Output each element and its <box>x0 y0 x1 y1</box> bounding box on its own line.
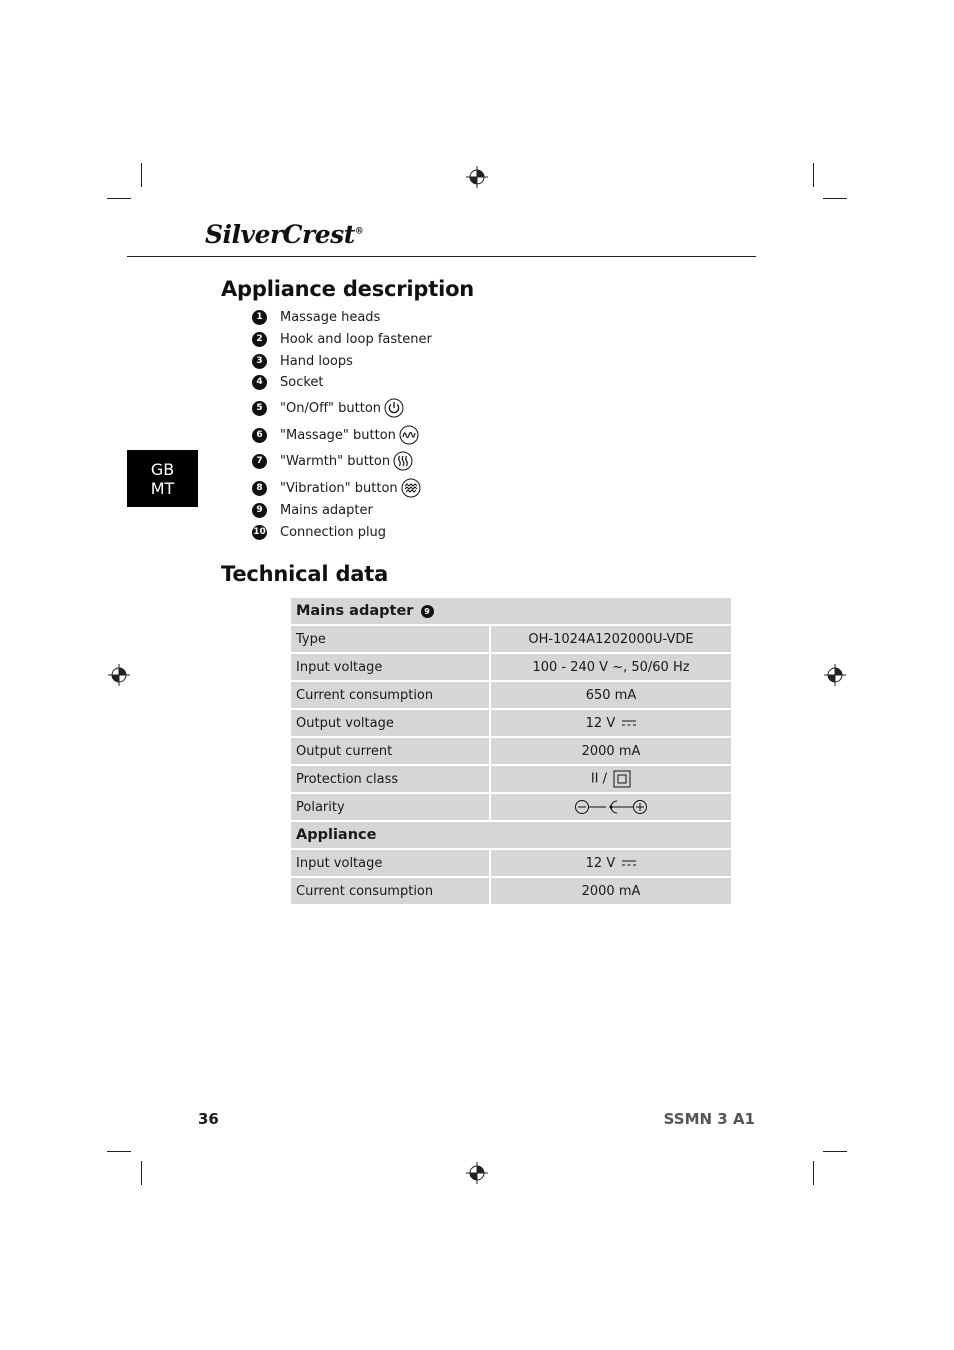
spec-value: 2000 mA <box>491 738 731 766</box>
table-row <box>291 654 731 682</box>
spec-value-cell <box>491 766 731 794</box>
polarity-icon <box>575 798 647 816</box>
crop-mark <box>141 1161 142 1185</box>
list-item <box>252 424 419 446</box>
table-section-header <box>291 822 731 850</box>
spec-label: Input voltage <box>291 654 491 682</box>
crop-mark <box>107 1151 131 1152</box>
item-number: 9 <box>252 503 267 518</box>
language-tab <box>127 450 198 507</box>
item-label: Connection plug <box>280 524 387 540</box>
item-number: 7 <box>252 454 267 469</box>
item-number: 8 <box>252 481 267 496</box>
spec-label: Type <box>291 626 491 654</box>
heat-icon <box>393 451 413 471</box>
brand-name: SilverCrest <box>205 220 355 249</box>
list-item <box>252 499 373 521</box>
mains-adapter-ref-number: 9 <box>421 605 434 618</box>
list-item <box>252 521 386 543</box>
crop-mark <box>823 198 847 199</box>
table-row <box>291 710 731 738</box>
registration-mark-icon <box>466 1162 488 1184</box>
item-label: "Warmth" button <box>280 453 391 469</box>
item-label: Socket <box>280 374 324 390</box>
model-number: SSMN 3 A1 <box>663 1110 755 1128</box>
registration-mark-icon <box>824 664 846 686</box>
table-row <box>291 850 731 878</box>
list-item <box>252 306 380 328</box>
list-item <box>252 450 413 472</box>
spec-label: Output current <box>291 738 491 766</box>
item-label: "Vibration" button <box>280 480 398 496</box>
table-row <box>291 682 731 710</box>
header-rule <box>127 256 756 257</box>
crop-mark <box>107 198 131 199</box>
power-icon <box>384 398 404 418</box>
crop-mark <box>141 163 142 187</box>
spec-value: II / <box>590 771 608 787</box>
appliance-heading: Appliance <box>291 822 731 850</box>
spec-label: Protection class <box>291 766 491 794</box>
item-label: Massage heads <box>280 309 381 325</box>
table-row <box>291 738 731 766</box>
item-label: Hook and loop fastener <box>280 331 432 347</box>
crop-mark <box>823 1151 847 1152</box>
spec-value: 12 V <box>585 715 616 731</box>
table-row <box>291 794 731 822</box>
spec-value: 2000 mA <box>491 878 731 906</box>
vibration-icon <box>401 478 421 498</box>
spec-label: Input voltage <box>291 850 491 878</box>
table-row <box>291 626 731 654</box>
item-number: 5 <box>252 401 267 416</box>
table-section-header <box>291 598 731 626</box>
protection-class-ii-icon <box>613 770 631 788</box>
spec-value: 100 - 240 V ~, 50/60 Hz <box>491 654 731 682</box>
direct-current-icon <box>622 719 636 727</box>
registered-mark: ® <box>354 226 364 237</box>
spec-value-cell <box>491 710 731 738</box>
mains-adapter-heading-text: Mains adapter <box>296 603 414 619</box>
spec-value: 12 V <box>585 855 616 871</box>
crop-mark <box>813 163 814 187</box>
item-number: 4 <box>252 375 267 390</box>
list-item <box>252 328 432 350</box>
item-number: 2 <box>252 332 267 347</box>
spec-label: Current consumption <box>291 878 491 906</box>
list-item <box>252 397 404 419</box>
spec-label: Output voltage <box>291 710 491 738</box>
item-label: Hand loops <box>280 353 353 369</box>
list-item <box>252 371 324 393</box>
list-item <box>252 477 421 499</box>
registration-mark-icon <box>108 664 130 686</box>
language-code-gb: GB <box>150 459 175 479</box>
spec-value: OH-1024A1202000U-VDE <box>491 626 731 654</box>
spec-label: Polarity <box>291 794 491 822</box>
item-number: 1 <box>252 310 267 325</box>
language-code-mt: MT <box>150 478 175 498</box>
spec-value: 650 mA <box>491 682 731 710</box>
direct-current-icon <box>622 859 636 867</box>
spec-label: Current consumption <box>291 682 491 710</box>
item-number: 6 <box>252 428 267 443</box>
item-number: 3 <box>252 354 267 369</box>
massage-wave-icon <box>399 425 419 445</box>
table-row <box>291 766 731 794</box>
crop-mark <box>813 1161 814 1185</box>
page-number: 36 <box>198 1110 219 1128</box>
spec-value-cell <box>491 850 731 878</box>
item-label: "On/Off" button <box>280 400 382 416</box>
mains-adapter-heading <box>291 598 731 626</box>
item-number: 10 <box>252 525 267 540</box>
spec-value-cell <box>491 794 731 822</box>
appliance-description-title: Appliance description <box>221 277 475 301</box>
item-label: Mains adapter <box>280 502 373 518</box>
table-row <box>291 878 731 906</box>
brand-logo <box>205 220 363 249</box>
technical-data-title: Technical data <box>221 562 389 586</box>
item-label: "Massage" button <box>280 427 396 443</box>
list-item <box>252 350 353 372</box>
technical-data-table <box>291 598 731 906</box>
registration-mark-icon <box>466 166 488 188</box>
